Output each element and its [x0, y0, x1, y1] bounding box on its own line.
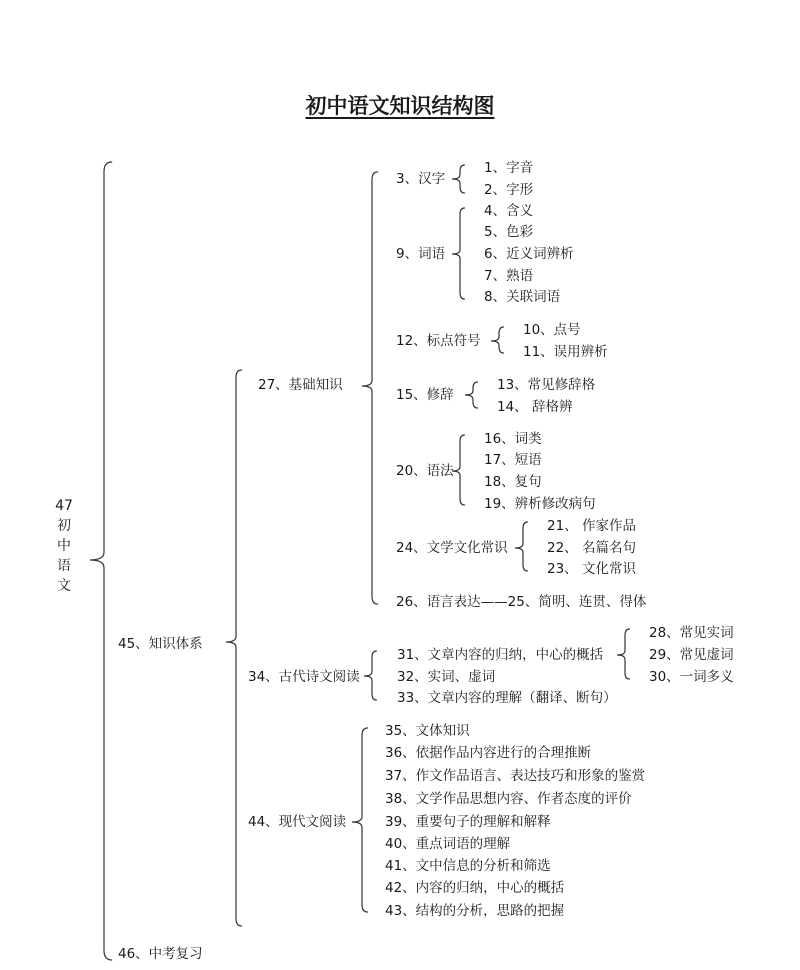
node-9: 9、词语: [396, 246, 446, 262]
brace-classical: [364, 651, 376, 700]
node-7: 7、熟语: [484, 268, 534, 284]
node-6: 6、近义词辨析: [484, 246, 574, 262]
node-34-classical-reading: 34、古代诗文阅读: [248, 669, 360, 685]
diagram-title-text: 初中语文知识结构图: [305, 93, 495, 118]
brace-hanzi: [452, 165, 464, 193]
root-char-1: 初: [57, 518, 71, 534]
node-24: 24、文学文化常识: [396, 540, 508, 556]
node-8: 8、关联词语: [484, 289, 561, 305]
node-28: 28、常见实词: [649, 625, 734, 641]
brace-xiuci: [465, 382, 477, 408]
node-12: 12、标点符号: [396, 333, 481, 349]
node-43: 43、结构的分析，思路的把握: [385, 903, 565, 919]
brace-modern: [352, 728, 368, 912]
node-11: 11、误用辨析: [523, 344, 608, 360]
brace-wenxue: [515, 522, 527, 571]
node-29: 29、常见虚词: [649, 647, 734, 663]
brace-basic-knowledge: [362, 172, 378, 604]
node-30: 30、一词多义: [649, 669, 734, 685]
node-46-exam-review: 46、中考复习: [118, 946, 203, 962]
node-3: 3、汉字: [396, 171, 446, 187]
root-number: 47: [55, 498, 73, 514]
node-23: 23、 文化常识: [547, 561, 636, 577]
node-37: 37、作文作品语言、表达技巧和形象的鉴赏: [385, 768, 646, 784]
node-45-knowledge-system: 45、知识体系: [118, 636, 203, 652]
node-19: 19、辨析修改病句: [484, 496, 596, 512]
root-char-3: 语: [57, 558, 71, 574]
node-5: 5、色彩: [484, 224, 534, 240]
node-31: 31、文章内容的归纳，中心的概括: [397, 647, 604, 663]
node-36: 36、依据作品内容进行的合理推断: [385, 745, 592, 761]
brace-ciyu: [452, 208, 464, 299]
node-42: 42、内容的归纳，中心的概括: [385, 880, 565, 896]
brace-root: [90, 162, 112, 960]
node-22: 22、 名篇名句: [547, 540, 636, 556]
node-44-modern-reading: 44、现代文阅读: [248, 814, 347, 830]
node-40: 40、重点词语的理解: [385, 836, 511, 852]
node-32: 32、实词、虚词: [397, 669, 496, 685]
node-35: 35、文体知识: [385, 723, 470, 739]
node-16: 16、词类: [484, 431, 542, 447]
node-15: 15、修辞: [396, 387, 454, 403]
brace-knowledge-system: [226, 370, 242, 926]
node-21: 21、 作家作品: [547, 518, 636, 534]
brace-guina: [617, 629, 629, 679]
node-13: 13、常见修辞格: [497, 377, 596, 393]
node-2: 2、字形: [484, 182, 534, 198]
node-33: 33、文章内容的理解（翻译、断句）: [397, 690, 617, 706]
node-26: 26、语言表达——25、简明、连贯、得体: [396, 594, 647, 610]
root-char-2: 中: [57, 538, 71, 554]
node-1: 1、字音: [484, 160, 534, 176]
node-27-basic-knowledge: 27、基础知识: [258, 377, 343, 393]
node-41: 41、文中信息的分析和筛选: [385, 858, 551, 874]
node-14: 14、 辞格辨: [497, 399, 573, 415]
node-4: 4、含义: [484, 203, 534, 219]
node-39: 39、重要句子的理解和解释: [385, 814, 551, 830]
brace-biaodian: [491, 327, 503, 353]
node-20: 20、语法: [396, 463, 454, 479]
node-38: 38、文学作品思想内容、作者态度的评价: [385, 791, 632, 807]
node-18: 18、复句: [484, 474, 542, 490]
root-node: [55, 496, 73, 596]
root-char-4: 文: [57, 578, 71, 594]
node-17: 17、短语: [484, 452, 542, 468]
node-10: 10、点号: [523, 322, 581, 338]
